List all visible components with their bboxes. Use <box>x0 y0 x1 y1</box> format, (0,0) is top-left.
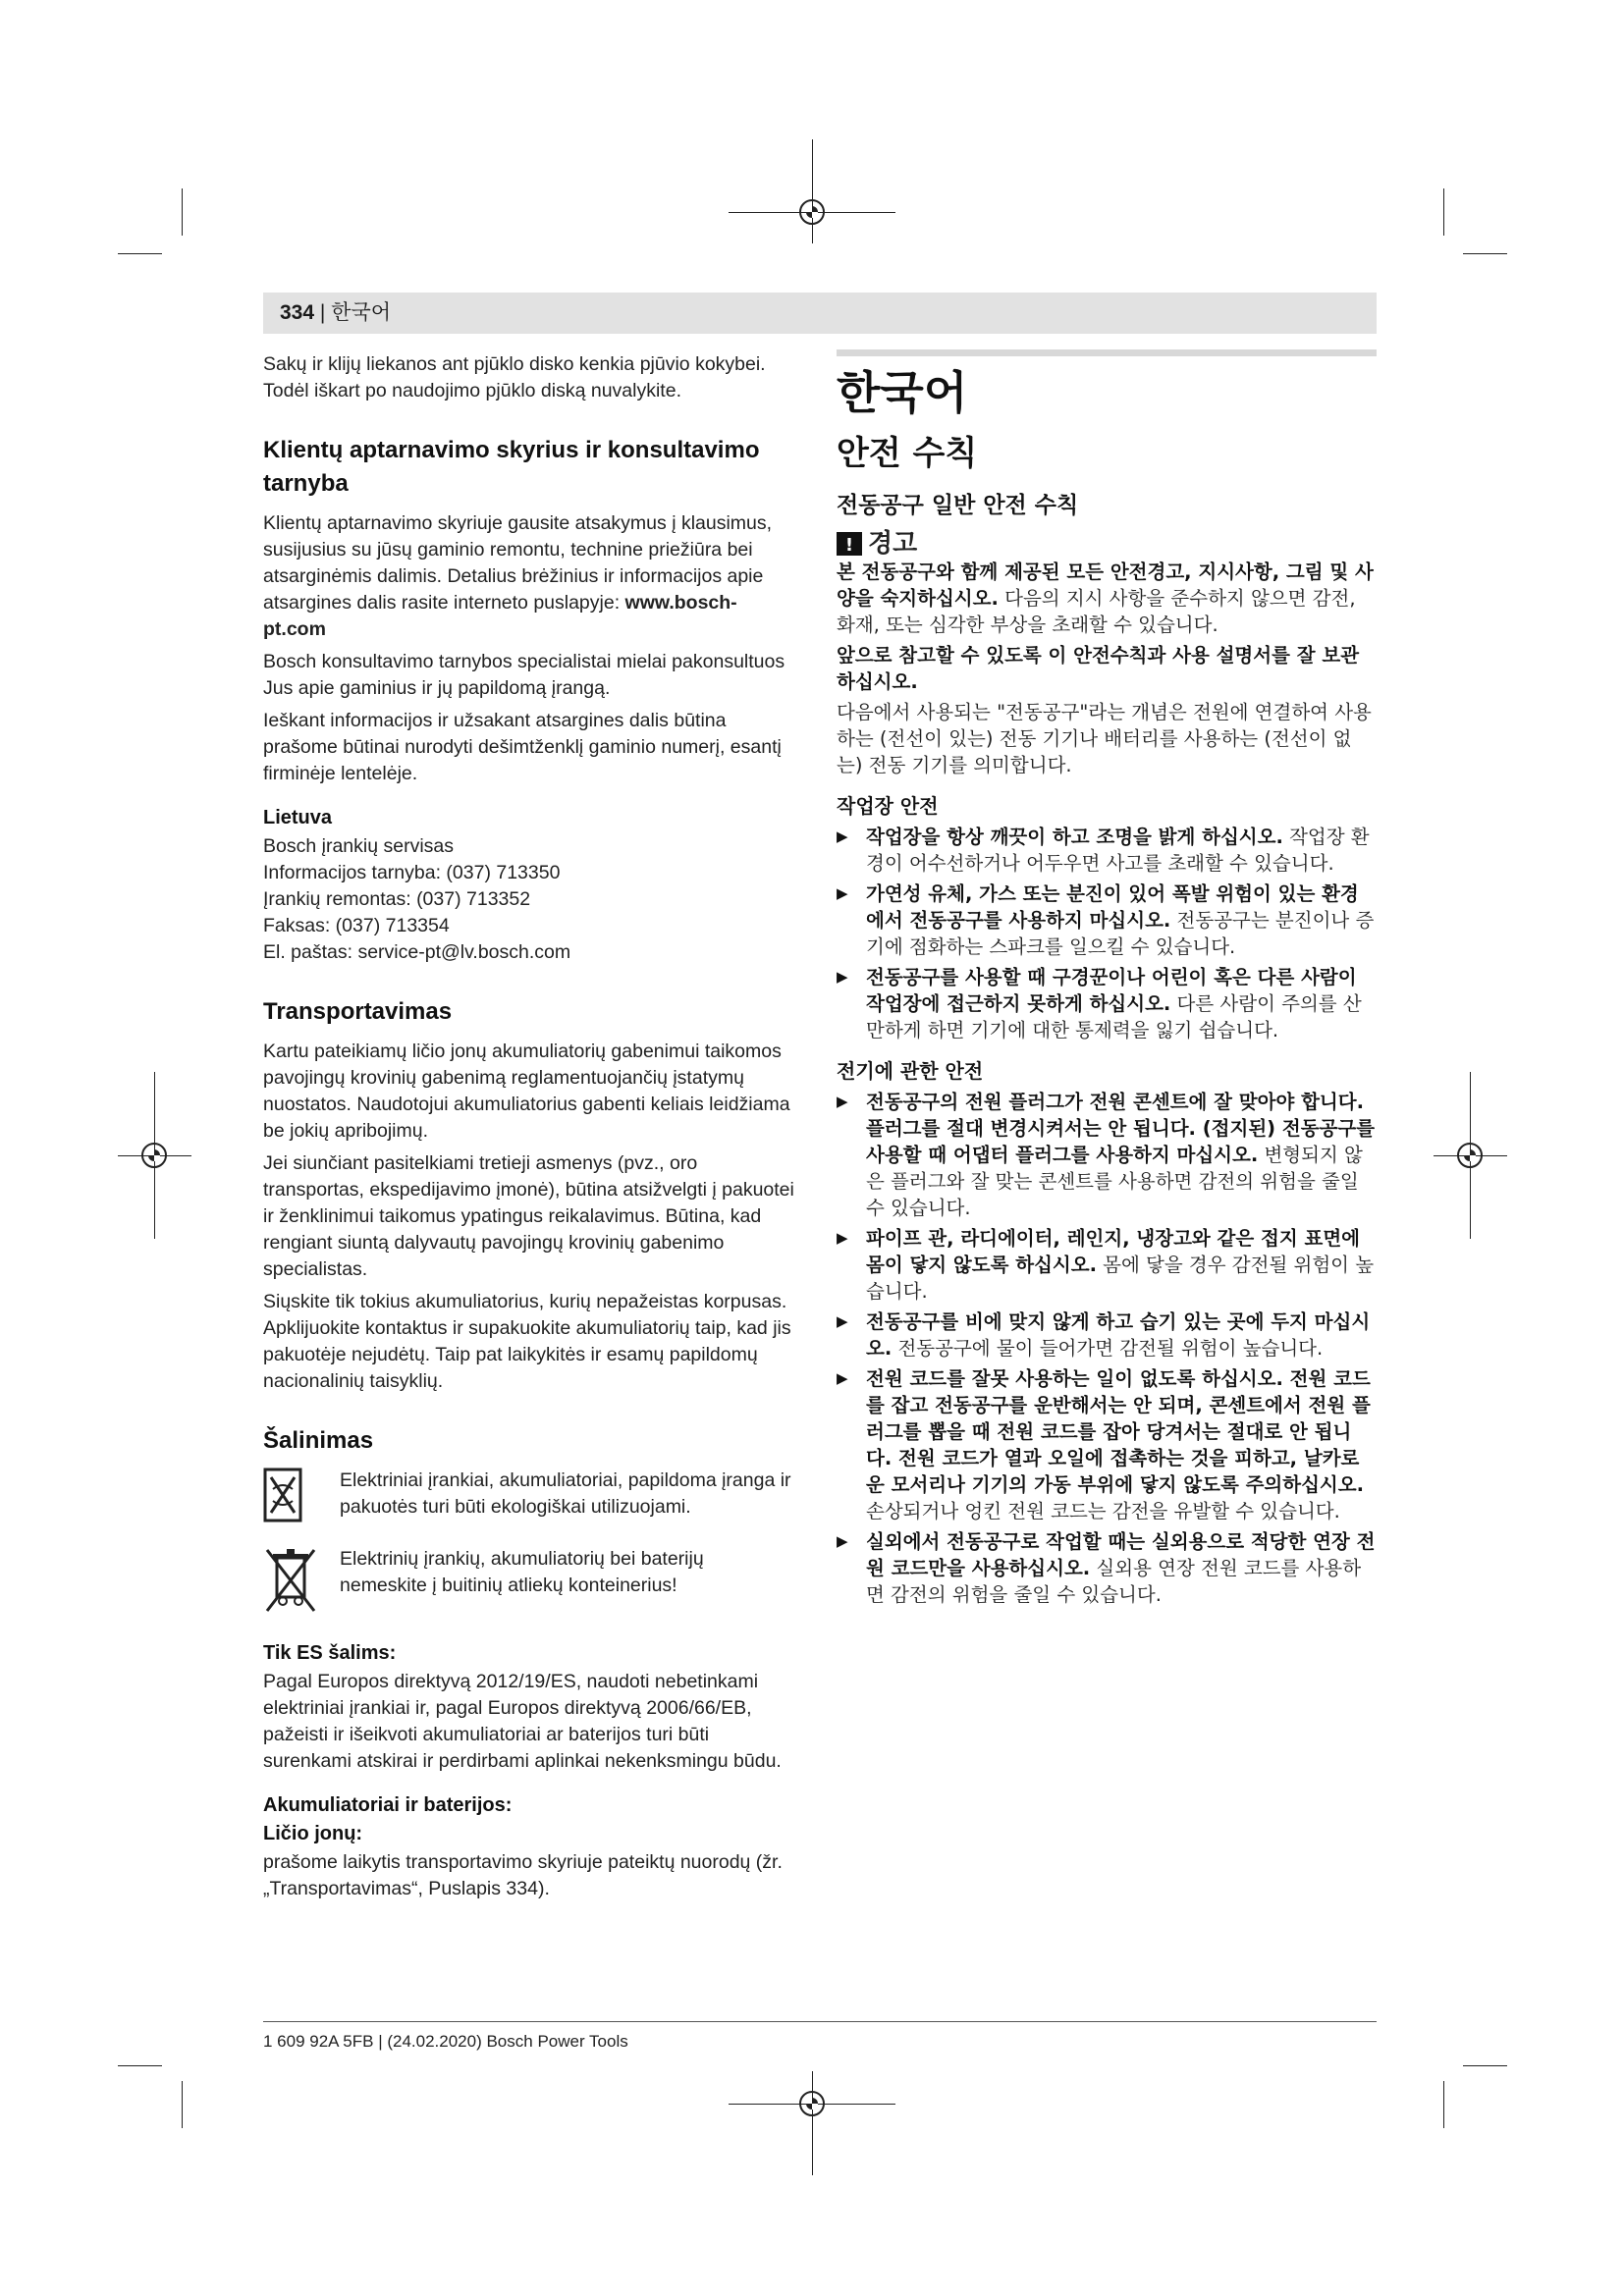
crop-mark <box>1443 2081 1444 2128</box>
list-item-bold: 전동공구를 사용할 때 구경꾼이나 어린이 혹은 다른 사람이 작업장에 접근하지 못하게 하십시오. <box>866 966 1357 1015</box>
country-heading: Lietuva <box>263 807 333 828</box>
list-item-bold: 전동공구를 비에 맞지 않게 하고 습기 있는 곳에 두지 마십시오. <box>866 1310 1371 1360</box>
list-item <box>837 964 1377 1043</box>
crop-mark <box>812 2071 813 2175</box>
bullet-arrow-icon: ▶ <box>837 1532 848 1550</box>
service-heading: Klientų aptarnavimo skyrius ir konsultavimo tarnyba <box>263 437 760 497</box>
list-item-body <box>866 824 1377 877</box>
list-item-bold: 전원 코드를 잘못 사용하는 일이 없도록 하십시오. 전원 코드를 잡고 전동공구를 운반해서는 안 되며, 콘센트에서 전원 플러그를 뽑을 때 전원 코드를 잡아 당겨서는 절대로 안 됩니다. 전원 코드가 열과 오일에 접촉하는 것을 피하고, 날카로운 모서리나 기기의 가동 부위에 닿지 않도록 주의하십시오. <box>866 1367 1371 1496</box>
list-item <box>837 881 1377 960</box>
left-column <box>263 351 795 1908</box>
header-language: 한국어 <box>331 301 392 324</box>
footer-divider <box>263 2021 1377 2022</box>
intro-paragraph: Sakų ir klijų liekanos ant pjūklo disko kenkia pjūvio kokybei. Todėl iškart po naudojimo pjūklo diską nuvalykite. <box>263 353 766 401</box>
page-header <box>280 298 391 328</box>
page-header-bar <box>263 293 1377 334</box>
registration-mark-icon <box>1457 1143 1483 1168</box>
disposal-item <box>263 1546 795 1615</box>
warning-word: 경고 <box>868 529 918 559</box>
transport-paragraph: Jei siunčiant pasitelkiami tretieji asmenys (pvz., oro transportas, ekspedijavimo įmonė), būtina atsižvelgti į pakuotei ir ženklinimui taikomus ypatingus reikalavimus. Būtina, kad rengiant siuntą dalyvautų pavojingų krovinių gabenimo specialistas. <box>263 1152 794 1280</box>
list-item-text: 작업장 환경이 어수선하거나 어두우면 사고를 초래할 수 있습니다. <box>866 826 1370 875</box>
list-item <box>837 824 1377 877</box>
list-item-text: 실외용 연장 전원 코드를 사용하면 감전의 위험을 줄일 수 있습니다. <box>866 1557 1362 1606</box>
registration-mark-icon <box>799 199 825 225</box>
transport-heading: Transportavimas <box>263 998 453 1025</box>
list-item-text: 전동공구에 물이 들어가면 감전될 위험이 높습니다. <box>892 1337 1324 1360</box>
list-item-bold: 파이프 관, 라디에이터, 레인지, 냉장고와 같은 접지 표면에 몸이 닿지 않도록 하십시오. <box>866 1227 1360 1276</box>
contact-line: Įrankių remontas: (037) 713352 <box>263 888 531 910</box>
keep-instructions <box>837 642 1377 695</box>
crop-mark <box>182 188 183 236</box>
crop-mark <box>118 2065 162 2066</box>
work-area-heading: 작업장 안전 <box>837 794 939 818</box>
definition-paragraph: 다음에서 사용되는 "전동공구"라는 개념은 전원에 연결하여 사용하는 (전선이 있는) 전동 기기나 배터리를 사용하는 (전선이 없는) 전동 기기를 의미합니다. <box>837 701 1372 776</box>
crop-mark <box>1443 188 1444 236</box>
contact-line: Informacijos tarnyba: (037) 713350 <box>263 862 561 883</box>
list-item-text: 몸에 닿을 경우 감전될 위험이 높습니다. <box>866 1254 1375 1303</box>
registration-mark-icon <box>799 2091 825 2116</box>
crop-mark <box>1463 253 1507 254</box>
keep-bold: 앞으로 참고할 수 있도록 이 안전수칙과 사용 설명서를 잘 보관하십시오. <box>837 644 1360 693</box>
list-item <box>837 1308 1377 1362</box>
battery-heading: Akumuliatoriai ir baterijos: <box>263 1794 513 1816</box>
list-item-body <box>866 1528 1377 1608</box>
list-item-bold: 실외에서 전동공구로 작업할 때는 실외용으로 적당한 연장 전원 코드만을 사용하십시오. <box>866 1530 1376 1579</box>
warning-block <box>837 529 1377 559</box>
warning-bold: 본 전동공구와 함께 제공된 모든 안전경고, 지시사항, 그림 및 사양을 숙지하십시오. <box>837 561 1374 610</box>
bullet-arrow-icon: ▶ <box>837 828 848 845</box>
list-item-bold: 가연성 유체, 가스 또는 분진이 있어 폭발 위험이 있는 환경에서 전동공구를 사용하지 마십시오. <box>866 882 1359 932</box>
list-item-body <box>866 881 1377 960</box>
list-item-body <box>866 964 1377 1043</box>
service-text: Klientų aptarnavimo skyriuje gausite atsakymus į klausimus, susijusius su jūsų gaminio remontu, technine priežiūra bei atsarginėmis dalimis. Detalius brėžinius ir informacijos apie atsargines dalis rasite interneto puslapyje: <box>263 512 773 614</box>
list-item-body <box>866 1089 1377 1221</box>
warning-paragraph <box>837 559 1377 638</box>
crop-mark <box>1463 2065 1507 2066</box>
section-divider <box>837 349 1377 356</box>
page-number: 334 <box>280 301 315 324</box>
list-item-bold: 작업장을 항상 깨끗이 하고 조명을 밝게 하십시오. <box>866 826 1283 848</box>
eu-heading: Tik ES šalims: <box>263 1642 397 1664</box>
list-item-body <box>866 1365 1377 1524</box>
contact-line: Bosch įrankių servisas <box>263 835 454 857</box>
transport-paragraph: Kartu pateikiamų ličio jonų akumuliatorių gabenimui taikomos pavojingų krovinių gabenimą reglamentuojančių įstatymų nuostatos. Naudotojui akumuliatorius gabenti keliais leidžiama be jokių apribojimų. <box>263 1041 790 1142</box>
liion-heading: Ličio jonų: <box>263 1823 363 1844</box>
list-item <box>837 1225 1377 1305</box>
bullet-arrow-icon: ▶ <box>837 1369 848 1387</box>
bullet-arrow-icon: ▶ <box>837 884 848 902</box>
list-item-body <box>866 1225 1377 1305</box>
disposal-text: Elektriniai įrankiai, akumuliatoriai, papildoma įranga ir pakuotės turi būti ekologiškai utilizuojami. <box>340 1469 791 1518</box>
disposal-text: Elektrinių įrankių, akumuliatorių bei baterijų nemeskite į buitinių atliekų konteinerius! <box>340 1548 704 1596</box>
header-separator: | <box>314 301 332 324</box>
list-item <box>837 1365 1377 1524</box>
bullet-arrow-icon: ▶ <box>837 968 848 986</box>
bullet-arrow-icon: ▶ <box>837 1312 848 1330</box>
right-column <box>837 349 1377 1612</box>
list-item <box>837 1528 1377 1608</box>
service-url-link[interactable]: www.bosch-pt.com <box>263 592 737 640</box>
bullet-arrow-icon: ▶ <box>837 1229 848 1247</box>
recycle-symbol-icon <box>263 1468 340 1536</box>
liion-paragraph: prašome laikytis transportavimo skyriuje pateiktų nuorodų (žr. „Transportavimas“, Puslapis 334). <box>263 1851 783 1899</box>
crossed-bin-icon <box>263 1546 340 1615</box>
crop-mark <box>812 139 813 243</box>
service-paragraph-2: Bosch konsultavimo tarnybos specialistai mielai pakonsultuos Jus apie gaminius ir jų papildomą įrangą. <box>263 651 785 699</box>
warning-label <box>837 529 1033 559</box>
list-item-bold: 전동공구의 전원 플러그가 전원 콘센트에 잘 맞아야 합니다. 플러그를 절대 변경시켜서는 안 됩니다. (접지된) 전동공구를 사용할 때 어댑터 플러그를 사용하지 마십시오. <box>866 1091 1376 1166</box>
electrical-heading: 전기에 관한 안전 <box>837 1059 984 1083</box>
service-paragraph-3: Ieškant informacijos ir užsakant atsargines dalis būtina prašome būtinai nurodyti dešimtženklį gaminio numerį, esantį firminėje lentelėje. <box>263 710 782 784</box>
warning-text: 다음의 지시 사항을 준수하지 않으면 감전, 화재, 또는 심각한 부상을 초래할 수 있습니다. <box>837 587 1356 636</box>
list-item <box>837 1089 1377 1221</box>
eu-paragraph: Pagal Europos direktyvą 2012/19/ES, naudoti nebetinkami elektriniai įrankiai ir, pagal Europos direktyvą 2006/66/EB, pažeisti ir išeikvoti akumuliatoriai ar baterijos turi būti surenkami atskirai ir perdirbami aplinkai nekenksmingu būdu. <box>263 1671 782 1772</box>
list-item-text: 변형되지 않은 플러그와 잘 맞는 콘센트를 사용하면 감전의 위험을 줄일 수 있습니다. <box>866 1144 1363 1219</box>
safety-heading: 안전 수칙 <box>837 434 978 473</box>
registration-mark-icon <box>141 1143 167 1168</box>
crop-mark <box>182 2081 183 2128</box>
service-paragraph <box>263 510 795 643</box>
bullet-arrow-icon: ▶ <box>837 1093 848 1110</box>
disposal-item <box>263 1468 795 1536</box>
list-item-body <box>866 1308 1377 1362</box>
list-item-text: 전동공구는 분진이나 증기에 점화하는 스파크를 일으킬 수 있습니다. <box>866 909 1375 958</box>
page-footer: 1 609 92A 5FB | (24.02.2020) Bosch Power Tools <box>263 2032 628 2051</box>
list-item-text: 다른 사람이 주의를 산만하게 하면 기기에 대한 통제력을 잃기 쉽습니다. <box>866 992 1362 1041</box>
contact-line: El. paštas: service-pt@lv.bosch.com <box>263 941 571 963</box>
contact-line: Faksas: (037) 713354 <box>263 915 450 936</box>
transport-paragraph: Siųskite tik tokius akumuliatorius, kurių nepažeistas korpusas. Apklijuokite kontaktus ir supakuokite akumuliatorių taip, kad jis pakuotėje nejudėtų. Taip pat laikykitės ir esamų papildomų nacionalinių taisyklių. <box>263 1291 791 1392</box>
list-item-text: 손상되거나 엉킨 전원 코드는 감전을 유발할 수 있습니다. <box>866 1500 1340 1522</box>
disposal-heading: Šalinimas <box>263 1427 374 1454</box>
crop-mark <box>118 253 162 254</box>
language-title: 한국어 <box>837 366 968 419</box>
general-safety-heading: 전동공구 일반 안전 수칙 <box>837 493 1079 518</box>
warning-triangle-icon <box>837 532 862 556</box>
